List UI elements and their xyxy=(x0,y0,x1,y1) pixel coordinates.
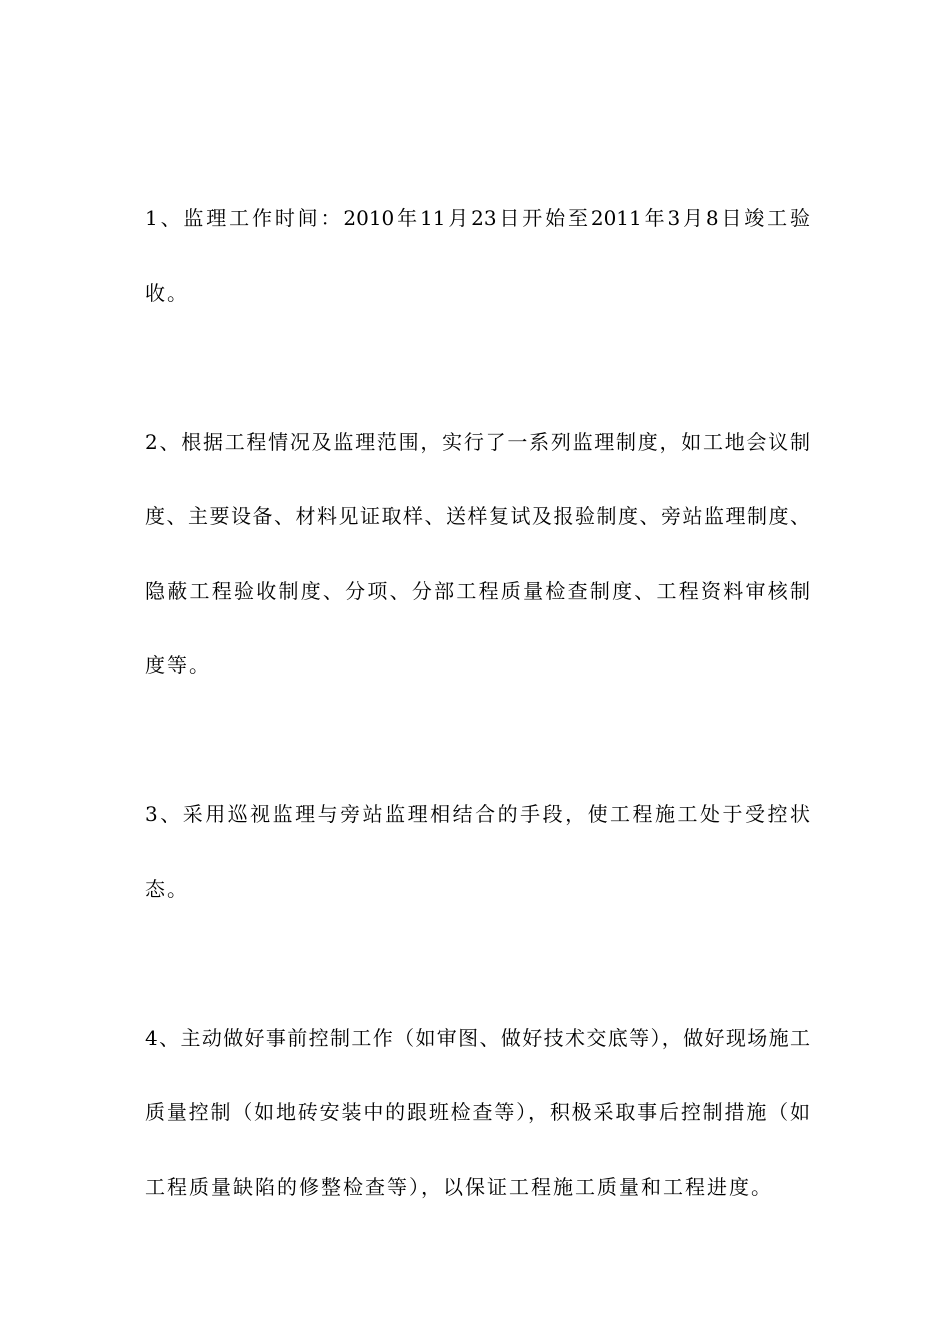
paragraph-4-line-3: 工程质量缺陷的修整检查等），以保证工程施工质量和工程进度。 xyxy=(145,1175,773,1199)
paragraph-1-line-1: 1、监理工作时间：2010年11月23日开始至2011年3月8日竣工验 xyxy=(145,206,810,230)
paragraph-3-line-2: 态。 xyxy=(145,877,189,901)
paragraph-2-line-3: 隐蔽工程验收制度、分项、分部工程质量检查制度、工程资料审核制 xyxy=(145,579,810,603)
paragraph-2-line-4: 度等。 xyxy=(145,653,211,677)
paragraph-2-line-2: 度、主要设备、材料见证取样、送样复试及报验制度、旁站监理制度、 xyxy=(145,504,810,528)
paragraph-3-line-1: 3、采用巡视监理与旁站监理相结合的手段，使工程施工处于受控状 xyxy=(145,802,810,826)
paragraph-4-line-2: 质量控制（如地砖安装中的跟班检查等），积极采取事后控制措施（如 xyxy=(145,1100,810,1124)
paragraph-4-line-1: 4、主动做好事前控制工作（如审图、做好技术交底等），做好现场施工 xyxy=(145,1026,810,1050)
paragraph-1-line-2: 收。 xyxy=(145,281,189,305)
paragraph-2-line-1: 2、根据工程情况及监理范围，实行了一系列监理制度，如工地会议制 xyxy=(145,430,810,454)
